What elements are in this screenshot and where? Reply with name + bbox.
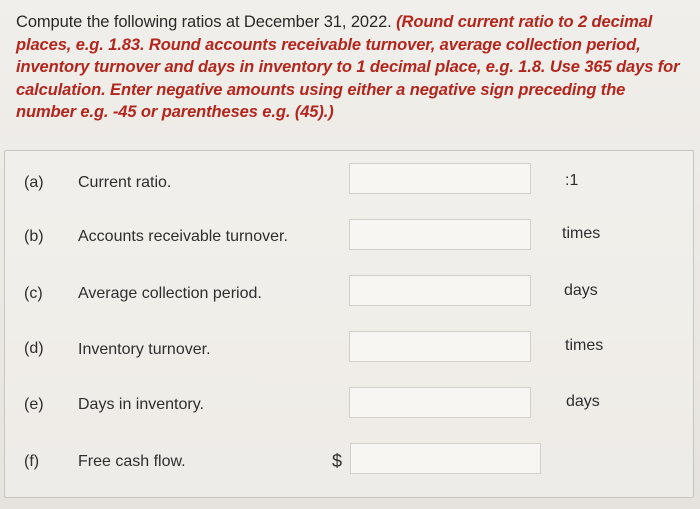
row-label: Accounts receivable turnover. [78, 228, 288, 245]
row-letter: (f) [24, 453, 40, 470]
row-letter: (a) [24, 174, 44, 191]
unit-label: times [565, 337, 604, 354]
unit-label: days [564, 282, 598, 299]
row-letter: (c) [24, 285, 43, 302]
row-letter: (d) [24, 340, 44, 357]
instructions-emphasis: (Round current ratio to 2 decimal places, e.g. 1.83. Round accounts receivable turnover, average collection period, inventory turnover and days in inventory to 1 decimal place, e.g. 1.8. Use 365 days for calculation. Enter negative amounts using either a negative sign preceding the number e.g. -45 or parentheses e.g. (45).) [16, 13, 680, 122]
receivable-turnover-input[interactable] [349, 219, 531, 250]
currency-symbol: $ [332, 451, 343, 471]
unit-label: times [562, 225, 601, 242]
ratio-row-days-in-inventory [5, 387, 693, 427]
unit-label: days [566, 393, 600, 410]
ratio-row-current [5, 163, 693, 203]
unit-label: :1 [565, 172, 579, 189]
row-label: Free cash flow. [78, 453, 186, 470]
collection-period-input[interactable] [349, 275, 531, 306]
row-label: Average collection period. [78, 285, 262, 302]
ratio-row-collection-period [5, 275, 693, 315]
row-letter: (e) [24, 396, 44, 413]
ratio-answer-table [4, 150, 694, 498]
ratio-row-receivable-turnover [5, 219, 693, 259]
days-in-inventory-input[interactable] [349, 387, 531, 418]
row-label: Inventory turnover. [78, 341, 211, 358]
row-letter: (b) [24, 228, 44, 245]
current-ratio-input[interactable] [349, 163, 531, 194]
ratio-row-free-cash-flow [5, 443, 693, 483]
row-label: Days in inventory. [78, 396, 204, 413]
inventory-turnover-input[interactable] [349, 331, 531, 362]
instructions-text [16, 11, 684, 124]
free-cash-flow-input[interactable] [350, 443, 541, 474]
row-label: Current ratio. [78, 174, 172, 191]
ratio-row-inventory-turnover [5, 331, 693, 371]
instructions-plain: Compute the following ratios at December 31, 2022. [16, 13, 397, 31]
